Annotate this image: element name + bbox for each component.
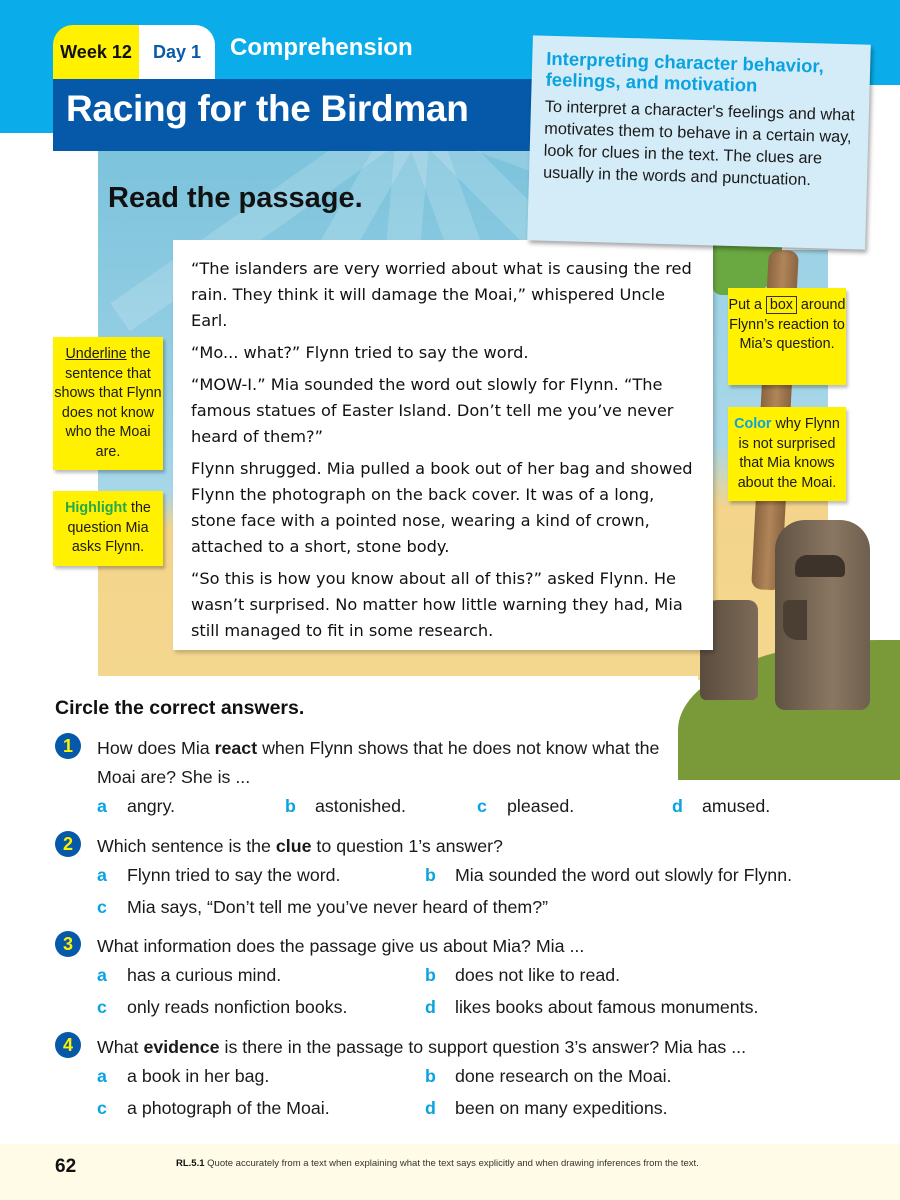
answer-option-b[interactable]: b does not like to read. — [425, 965, 621, 985]
answer-option-b[interactable]: b astonished. — [285, 796, 406, 816]
answer-option-c[interactable]: c a photograph of the Moai. — [97, 1098, 330, 1118]
page-footer — [0, 1144, 900, 1200]
note-text: around Flynn’s reaction to Mia’s question. — [729, 297, 846, 352]
passage-paragraph[interactable]: Flynn shrugged. Mia pulled a book out of her bag and showed Flynn the photograph on the back cover. It was of a long, stone face with a pointed nose, wearing a kind of crown, attached to a short, stone body. — [191, 459, 693, 556]
highlight-instruction-note — [53, 491, 163, 566]
answer-option-a[interactable]: a a book in her bag. — [97, 1066, 270, 1086]
question-3 — [55, 931, 855, 1026]
answer-option-c[interactable]: c only reads nonfiction books. — [97, 997, 348, 1017]
curriculum-standard — [176, 1158, 699, 1169]
moai-brow-illustration — [795, 555, 845, 577]
answer-option-c[interactable]: c Mia says, “Don’t tell me you’ve never heard of them?” — [97, 897, 549, 917]
moai-nose-illustration — [783, 600, 807, 640]
note-text: the question Mia asks Flynn. — [67, 500, 151, 555]
color-keyword: Color — [734, 416, 772, 432]
question-text: What information does the passage give us about Mia? Mia ... — [97, 936, 585, 956]
question-1 — [55, 733, 855, 828]
question-number-badge: 1 — [55, 733, 81, 759]
answer-option-c[interactable]: c pleased. — [477, 796, 575, 816]
answer-option-d[interactable]: d likes books about famous monuments. — [425, 997, 759, 1017]
skill-tip-box — [527, 35, 871, 249]
week-tab: Week 12 — [53, 25, 139, 79]
answer-option-b[interactable]: b Mia sounded the word out slowly for Flynn. — [425, 865, 793, 885]
skill-tip-body: To interpret a character's feelings and what motivates them to behave in a certain way, look for clues in the text. The clues are usually in the words and punctuation. — [542, 97, 855, 190]
underline-keyword: Underline — [65, 346, 127, 362]
page-number: 62 — [55, 1156, 77, 1177]
page-title: Racing for the Birdman — [66, 88, 469, 129]
answer-option-a[interactable]: a Flynn tried to say the word. — [97, 865, 341, 885]
reading-passage — [173, 240, 713, 650]
highlight-keyword: Highlight — [65, 500, 128, 516]
day-tab: Day 1 — [139, 25, 215, 79]
question-number-badge: 4 — [55, 1032, 81, 1058]
question-2 — [55, 831, 855, 926]
section-label: Comprehension — [230, 34, 413, 61]
standard-text: Quote accurately from a text when explaining what the text says explicitly and when drawing inferences from the text. — [204, 1158, 699, 1169]
note-text: Put a — [728, 297, 766, 313]
question-text: Which sentence is the clue to question 1’s answer? — [97, 836, 503, 856]
standard-code: RL.5.1 — [176, 1158, 205, 1169]
passage-paragraph[interactable]: “Mo... what?” Flynn tried to say the word. — [191, 343, 529, 362]
question-number-badge: 3 — [55, 931, 81, 957]
header-band-left — [0, 85, 55, 133]
skill-tip-title: Interpreting character behavior, feelings, and motivation — [545, 47, 825, 96]
underline-instruction-note — [53, 337, 163, 470]
answer-option-a[interactable]: a angry. — [97, 796, 176, 816]
question-text: How does Mia react when Flynn shows that he does not know what the Moai are? She is ... — [97, 738, 660, 787]
box-instruction-note — [728, 288, 846, 385]
answer-option-b[interactable]: b done research on the Moai. — [425, 1066, 672, 1086]
note-text: the sentence that shows that Flynn does not know who the Moai are. — [54, 346, 162, 460]
note-text: why Flynn is not surprised that Mia knows about the Moai. — [737, 416, 840, 491]
passage-paragraph[interactable]: “The islanders are very worried about what is causing the red rain. They think it will damage the Moai,” whispered Uncle Earl. — [191, 259, 692, 330]
question-4 — [55, 1032, 855, 1127]
read-passage-heading: Read the passage. — [108, 182, 363, 214]
answer-option-d[interactable]: d been on many expeditions. — [425, 1098, 668, 1118]
instructions-heading: Circle the correct answers. — [55, 697, 305, 719]
answer-option-a[interactable]: a has a curious mind. — [97, 965, 282, 985]
answer-option-d[interactable]: d amused. — [672, 796, 771, 816]
color-instruction-note — [728, 407, 846, 501]
question-number-badge: 2 — [55, 831, 81, 857]
passage-paragraph[interactable]: “MOW-I.” Mia sounded the word out slowly for Flynn. “The famous statues of Easter Island. Don’t tell me you’ve never heard of them?” — [191, 375, 674, 446]
passage-paragraph[interactable]: “So this is how you know about all of this?” asked Flynn. He wasn’t surprised. No matter how little warning they had, Mia still managed to fit in some research. — [191, 569, 683, 640]
box-keyword: box — [766, 296, 797, 314]
question-text: What evidence is there in the passage to support question 3’s answer? Mia has ... — [97, 1037, 747, 1057]
